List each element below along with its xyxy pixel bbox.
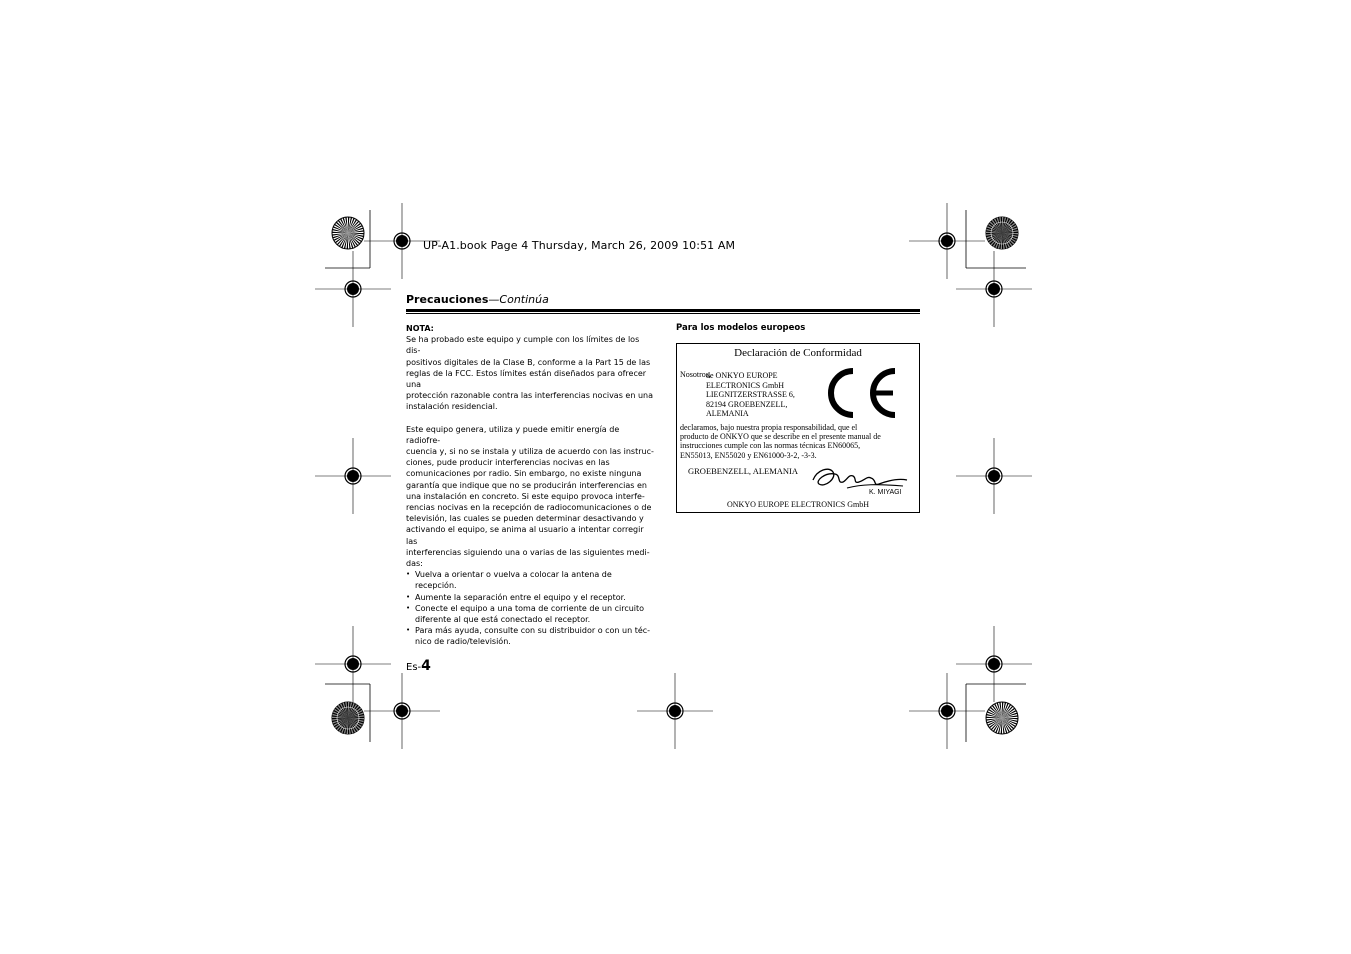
list-item-line: • Vuelva a orientar o vuelva a colocar la antena de recepción. <box>415 570 612 591</box>
note-column <box>406 323 654 648</box>
note-line: Este equipo genera, utiliza y puede emitir energía de radiofre- <box>406 424 620 445</box>
registration-crosshair-icon <box>315 438 391 514</box>
declaration-address <box>706 371 795 419</box>
note-line: reglas de la FCC. Estos límites están diseñados para ofrecer una <box>406 368 647 390</box>
registration-crosshair-icon <box>315 626 391 702</box>
note-line: televisión, las cuales se pueden determinar desactivando y <box>406 514 644 524</box>
section-title-main: Precauciones <box>406 293 489 306</box>
note-line: rencias nocivas en la recepción de radiocomunicaciones o de <box>406 503 652 513</box>
address-line: de ONKYO EUROPE <box>706 371 778 380</box>
registration-starburst-icon <box>332 702 364 734</box>
list-item-line: • Para más ayuda, consulte con su distribuidor o con un téc- <box>415 626 651 636</box>
note-line: protección razonable contra las interferencias nocivas en una <box>406 391 653 401</box>
declaration-company: ONKYO EUROPE ELECTRONICS GmbH <box>727 500 869 509</box>
registration-starburst-icon <box>332 217 364 249</box>
list-item-line: nico de radio/televisión. <box>415 637 511 647</box>
list-item-line: • Aumente la separación entre el equipo y el receptor. <box>415 592 626 602</box>
section-rule-thin <box>406 313 920 314</box>
note-line: comunicaciones por radio. Sin embargo, no existe ninguna <box>406 469 642 479</box>
note-line: Se ha probado este equipo y cumple con los límites de los dis- <box>406 335 640 356</box>
note-heading: NOTA: <box>406 324 434 333</box>
statement-line: producto de ONKYO que se describe en el presente manual de <box>680 432 881 442</box>
registration-crosshair-icon <box>956 251 1032 327</box>
list-item <box>406 569 654 591</box>
registration-crosshair-icon <box>364 673 440 749</box>
declaration-statement <box>680 423 916 460</box>
list-item-line: • Conecte el equipo a una toma de corriente de un circuito <box>415 603 645 613</box>
declaration-title: Declaración de Conformidad <box>734 347 862 359</box>
list-item-line: diferente al que está conectado el receptor. <box>415 615 591 625</box>
address-line: ELECTRONICS GmbH <box>706 380 784 390</box>
declaration-signer: K. MIYAGI <box>869 489 902 496</box>
list-item <box>406 625 654 647</box>
note-line: garantía que indique que no se producirán interferencias en <box>406 480 647 490</box>
statement-line: declaramos, bajo nuestra propia responsabilidad, que el <box>680 423 858 432</box>
list-item <box>406 603 654 625</box>
page-number <box>406 658 431 674</box>
note-line: activando el equipo, se anima al usuario a intentar corregir las <box>406 525 644 546</box>
note-line: instalación residencial. <box>406 402 498 412</box>
registration-starburst-icon <box>986 702 1018 734</box>
statement-line: EN55013, EN55020 y EN61000-3-2, -3-3. <box>680 450 817 460</box>
registration-crosshair-icon <box>956 626 1032 702</box>
file-info-header: UP-A1.book Page 4 Thursday, March 26, 2009 10:51 AM <box>423 239 736 252</box>
registration-crosshair-icon <box>315 251 391 327</box>
note-line: cuencia y, si no se instala y utiliza de acuerdo con las instruc- <box>406 447 654 457</box>
section-title-continued: —Continúa <box>488 293 549 306</box>
note-paragraph-1 <box>406 334 654 412</box>
declaration-we: Nosotros, <box>680 370 711 379</box>
note-paragraph-2 <box>406 424 654 570</box>
note-line: una instalación en concreto. Si este equipo provoca interfe- <box>406 491 645 501</box>
declaration-box <box>676 343 920 513</box>
european-heading: Para los modelos europeos <box>676 323 806 333</box>
registration-crosshair-icon <box>637 673 713 749</box>
section-title <box>406 293 549 306</box>
statement-line: instrucciones cumple con las normas técnicas EN60065, <box>680 441 861 451</box>
declaration-place: GROEBENZELL, ALEMANIA <box>688 466 799 476</box>
list-item <box>406 592 654 603</box>
page-number-value: 4 <box>421 658 431 674</box>
registration-crosshair-icon <box>956 438 1032 514</box>
registration-starburst-icon <box>986 217 1018 249</box>
address-line: ALEMANIA <box>706 409 749 419</box>
address-line: 82194 GROEBENZELL, <box>706 399 788 409</box>
ce-mark-icon <box>821 363 901 423</box>
remedy-list <box>406 569 654 647</box>
note-line: ciones, pude producir interferencias nocivas en las <box>406 458 610 468</box>
page-prefix: Es- <box>406 662 422 673</box>
address-line: LIEGNITZERSTRASSE 6, <box>706 390 795 400</box>
note-line: positivos digitales de la Clase B, conforme a la Part 15 de las <box>406 357 651 367</box>
registration-crosshair-icon <box>909 673 985 749</box>
section-rule <box>406 309 920 312</box>
note-line: das: <box>406 559 423 569</box>
note-line: interferencias siguiendo una o varias de las siguientes medi- <box>406 547 650 557</box>
